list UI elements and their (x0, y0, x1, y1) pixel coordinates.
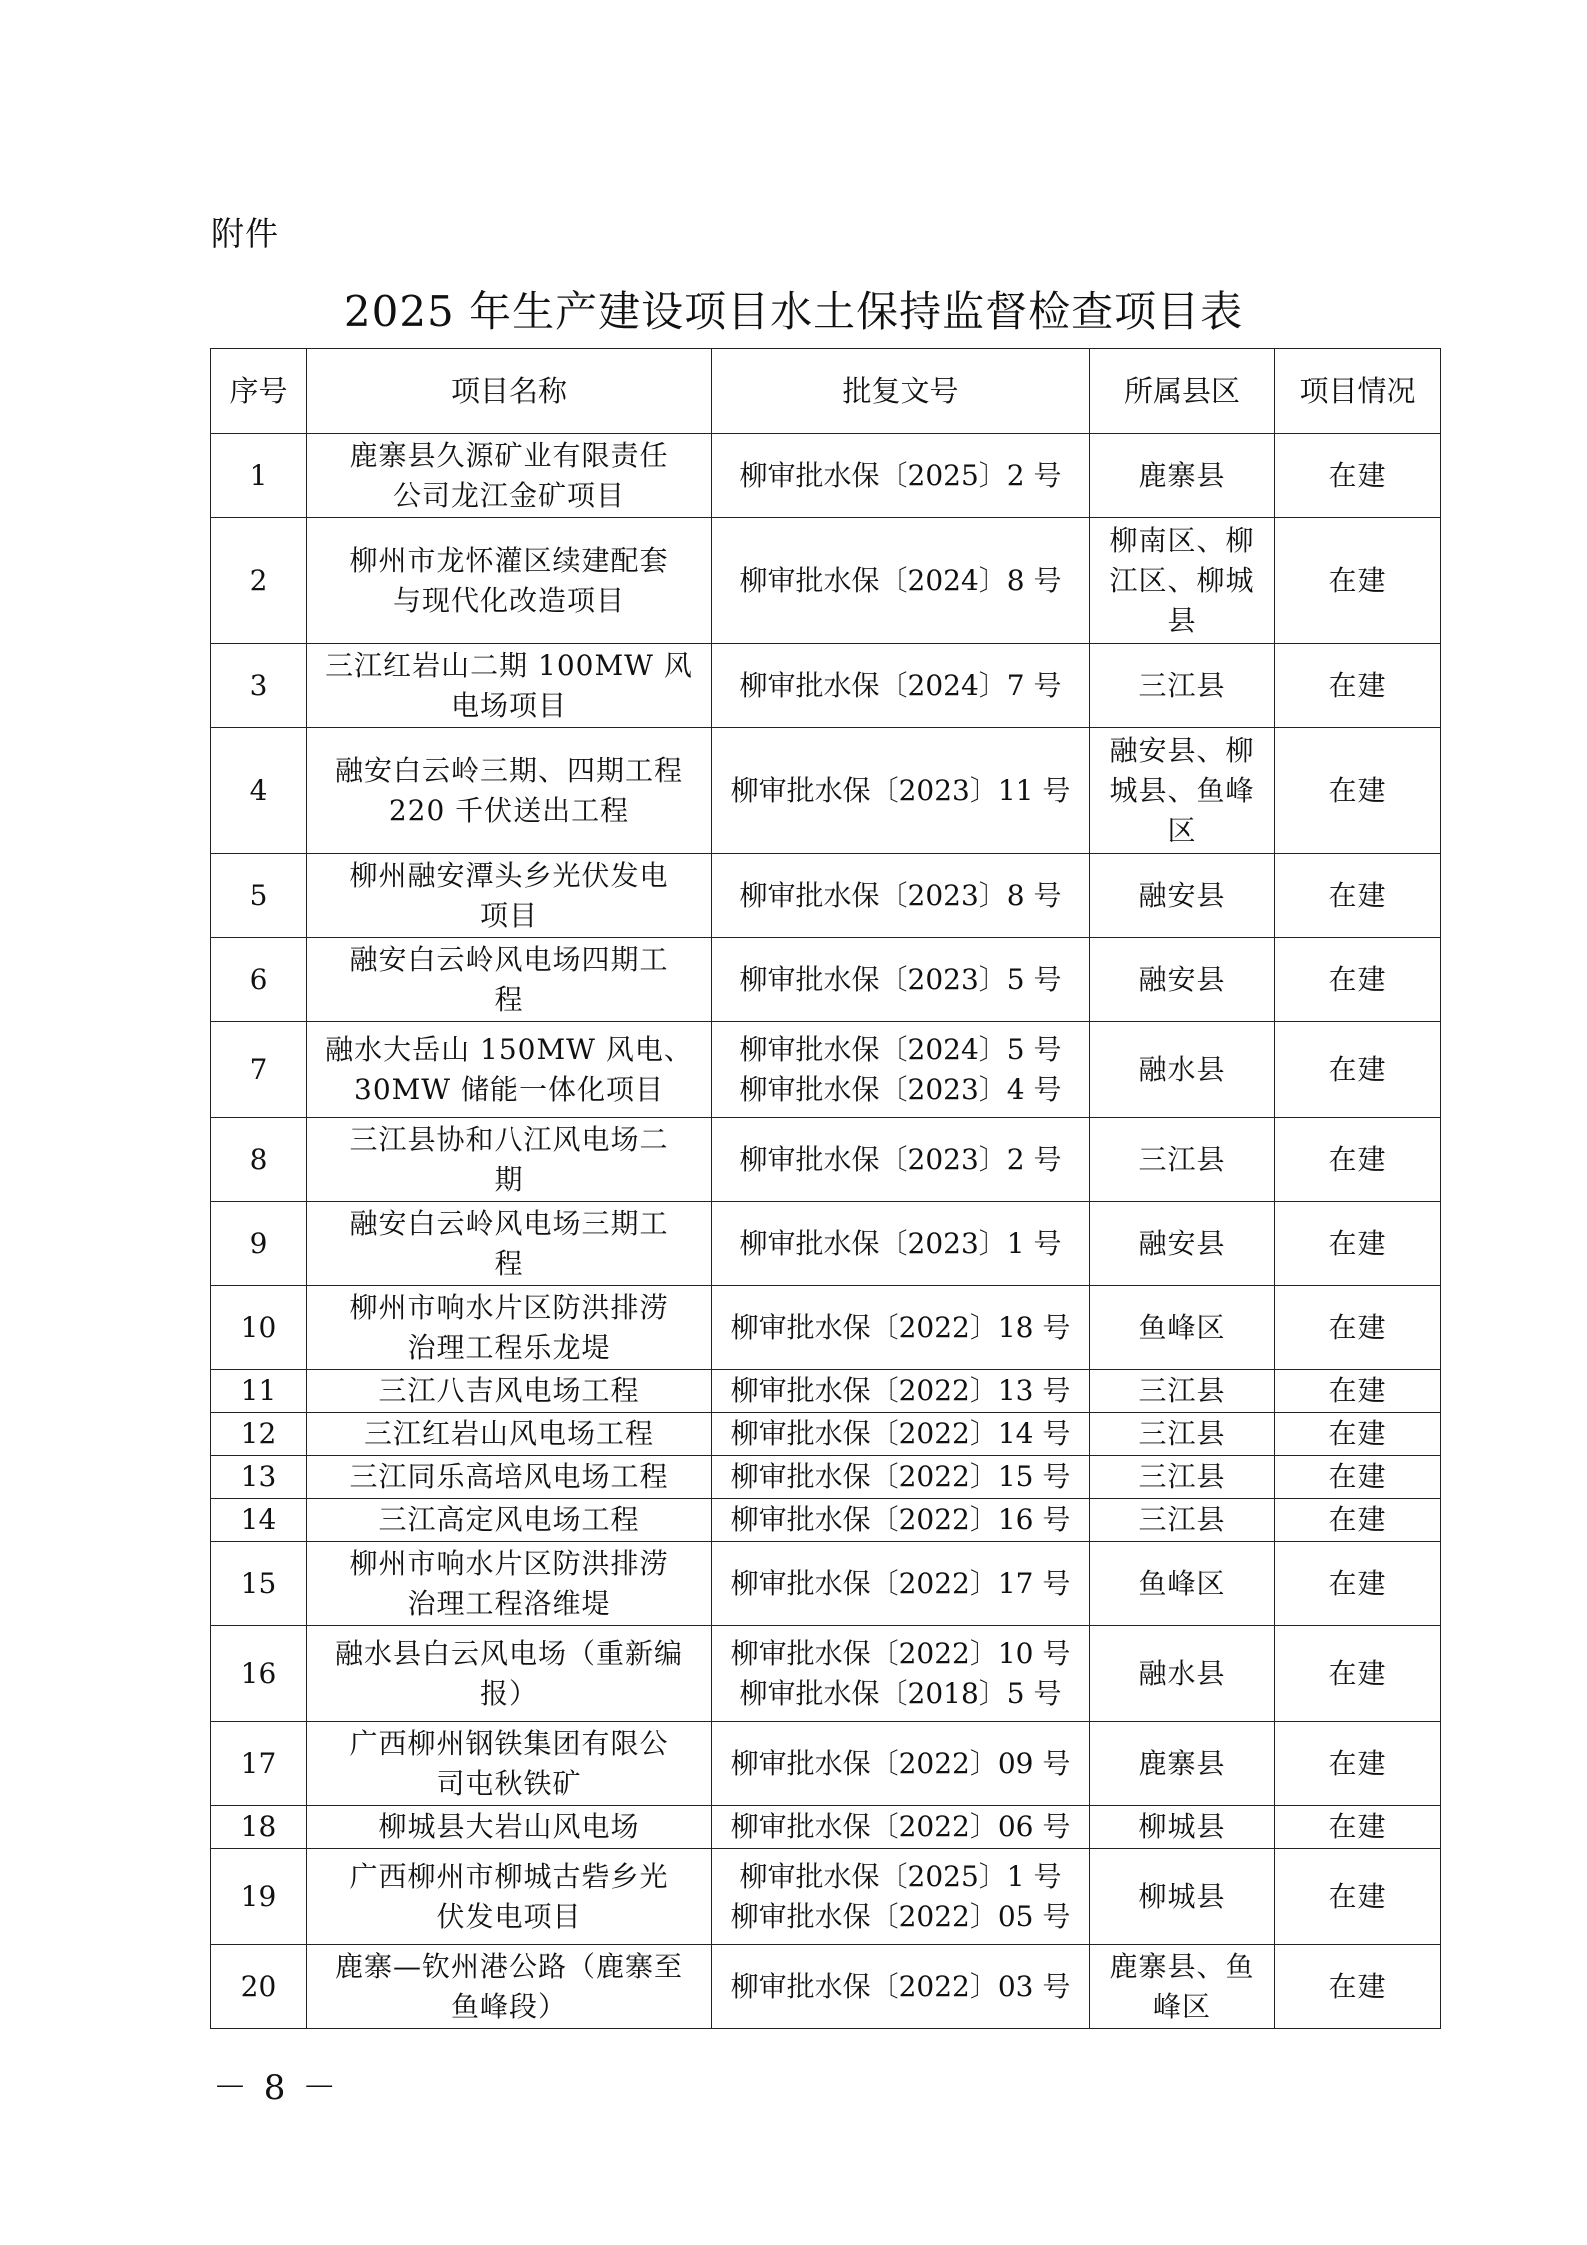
table-row (211, 854, 1441, 938)
county-cell: 鱼峰区 (1090, 1542, 1275, 1626)
status-cell: 在建 (1275, 1945, 1441, 2029)
approval-number-cell: 柳审批水保〔2022〕03 号 (712, 1945, 1090, 2029)
status-cell: 在建 (1275, 1286, 1441, 1370)
table-row (211, 1722, 1441, 1806)
row-number-cell: 1 (211, 434, 307, 518)
approval-number-cell: 柳审批水保〔2022〕10 号 柳审批水保〔2018〕5 号 (712, 1626, 1090, 1722)
status-cell: 在建 (1275, 938, 1441, 1022)
table-row (211, 938, 1441, 1022)
county-cell: 三江县 (1090, 1499, 1275, 1542)
table-row (211, 728, 1441, 854)
status-cell: 在建 (1275, 1022, 1441, 1118)
approval-number-cell: 柳审批水保〔2023〕11 号 (712, 728, 1090, 854)
county-cell: 柳南区、柳 江区、柳城 县 (1090, 518, 1275, 644)
project-table (210, 348, 1441, 2029)
row-number-cell: 7 (211, 1022, 307, 1118)
table-row (211, 434, 1441, 518)
header-county: 所属县区 (1090, 349, 1275, 434)
row-number-cell: 20 (211, 1945, 307, 2029)
row-number-cell: 15 (211, 1542, 307, 1626)
approval-number-cell: 柳审批水保〔2025〕1 号 柳审批水保〔2022〕05 号 (712, 1849, 1090, 1945)
approval-number-cell: 柳审批水保〔2022〕09 号 (712, 1722, 1090, 1806)
project-name-cell: 三江红岩山风电场工程 (307, 1413, 712, 1456)
county-cell: 柳城县 (1090, 1806, 1275, 1849)
project-name-cell: 三江同乐高培风电场工程 (307, 1456, 712, 1499)
project-name-cell: 柳城县大岩山风电场 (307, 1806, 712, 1849)
project-name-cell: 柳州融安潭头乡光伏发电 项目 (307, 854, 712, 938)
header-status: 项目情况 (1275, 349, 1441, 434)
row-number-cell: 5 (211, 854, 307, 938)
county-cell: 柳城县 (1090, 1849, 1275, 1945)
row-number-cell: 9 (211, 1202, 307, 1286)
table-row (211, 644, 1441, 728)
row-number-cell: 11 (211, 1370, 307, 1413)
row-number-cell: 16 (211, 1626, 307, 1722)
status-cell: 在建 (1275, 728, 1441, 854)
status-cell: 在建 (1275, 644, 1441, 728)
row-number-cell: 12 (211, 1413, 307, 1456)
status-cell: 在建 (1275, 1626, 1441, 1722)
status-cell: 在建 (1275, 1499, 1441, 1542)
status-cell: 在建 (1275, 1806, 1441, 1849)
county-cell: 融安县、柳 城县、鱼峰 区 (1090, 728, 1275, 854)
county-cell: 三江县 (1090, 1413, 1275, 1456)
county-cell: 鹿寨县 (1090, 434, 1275, 518)
status-cell: 在建 (1275, 854, 1441, 938)
row-number-cell: 17 (211, 1722, 307, 1806)
approval-number-cell: 柳审批水保〔2024〕7 号 (712, 644, 1090, 728)
row-number-cell: 18 (211, 1806, 307, 1849)
row-number-cell: 6 (211, 938, 307, 1022)
document-title: 2025 年生产建设项目水土保持监督检查项目表 (343, 287, 1244, 336)
county-cell: 三江县 (1090, 1456, 1275, 1499)
table-row (211, 1456, 1441, 1499)
project-name-cell: 融安白云岭风电场三期工 程 (307, 1202, 712, 1286)
project-name-cell: 鹿寨—钦州港公路（鹿寨至 鱼峰段） (307, 1945, 712, 2029)
row-number-cell: 19 (211, 1849, 307, 1945)
project-name-cell: 柳州市响水片区防洪排涝 治理工程洛维堤 (307, 1542, 712, 1626)
status-cell: 在建 (1275, 1413, 1441, 1456)
attachment-label: 附件 (211, 214, 279, 253)
approval-number-cell: 柳审批水保〔2022〕17 号 (712, 1542, 1090, 1626)
table-row (211, 1413, 1441, 1456)
status-cell: 在建 (1275, 1118, 1441, 1202)
table-header-row (211, 349, 1441, 434)
header-approval-number: 批复文号 (712, 349, 1090, 434)
approval-number-cell: 柳审批水保〔2022〕15 号 (712, 1456, 1090, 1499)
table-row (211, 1022, 1441, 1118)
status-cell: 在建 (1275, 1202, 1441, 1286)
table-row (211, 1806, 1441, 1849)
table-row (211, 1286, 1441, 1370)
approval-number-cell: 柳审批水保〔2022〕13 号 (712, 1370, 1090, 1413)
status-cell: 在建 (1275, 1849, 1441, 1945)
status-cell: 在建 (1275, 1542, 1441, 1626)
approval-number-cell: 柳审批水保〔2023〕5 号 (712, 938, 1090, 1022)
project-name-cell: 柳州市龙怀灌区续建配套 与现代化改造项目 (307, 518, 712, 644)
project-name-cell: 融安白云岭风电场四期工 程 (307, 938, 712, 1022)
county-cell: 鹿寨县、鱼 峰区 (1090, 1945, 1275, 2029)
county-cell: 融安县 (1090, 938, 1275, 1022)
county-cell: 融安县 (1090, 1202, 1275, 1286)
status-cell: 在建 (1275, 1370, 1441, 1413)
approval-number-cell: 柳审批水保〔2025〕2 号 (712, 434, 1090, 518)
header-project-name: 项目名称 (307, 349, 712, 434)
table-row (211, 1202, 1441, 1286)
table-row (211, 1118, 1441, 1202)
approval-number-cell: 柳审批水保〔2022〕06 号 (712, 1806, 1090, 1849)
table-row (211, 1626, 1441, 1722)
county-cell: 三江县 (1090, 644, 1275, 728)
project-name-cell: 广西柳州钢铁集团有限公 司屯秋铁矿 (307, 1722, 712, 1806)
county-cell: 鱼峰区 (1090, 1286, 1275, 1370)
page-number: － 8 － (213, 2068, 340, 2108)
table-row (211, 1945, 1441, 2029)
table-row (211, 1542, 1441, 1626)
project-name-cell: 柳州市响水片区防洪排涝 治理工程乐龙堤 (307, 1286, 712, 1370)
project-name-cell: 鹿寨县久源矿业有限责任 公司龙江金矿项目 (307, 434, 712, 518)
table-row (211, 518, 1441, 644)
approval-number-cell: 柳审批水保〔2022〕16 号 (712, 1499, 1090, 1542)
project-name-cell: 融安白云岭三期、四期工程 220 千伏送出工程 (307, 728, 712, 854)
approval-number-cell: 柳审批水保〔2024〕8 号 (712, 518, 1090, 644)
row-number-cell: 2 (211, 518, 307, 644)
row-number-cell: 3 (211, 644, 307, 728)
project-name-cell: 三江县协和八江风电场二 期 (307, 1118, 712, 1202)
status-cell: 在建 (1275, 518, 1441, 644)
approval-number-cell: 柳审批水保〔2023〕8 号 (712, 854, 1090, 938)
row-number-cell: 4 (211, 728, 307, 854)
row-number-cell: 8 (211, 1118, 307, 1202)
project-name-cell: 三江高定风电场工程 (307, 1499, 712, 1542)
county-cell: 三江县 (1090, 1370, 1275, 1413)
project-name-cell: 三江八吉风电场工程 (307, 1370, 712, 1413)
row-number-cell: 14 (211, 1499, 307, 1542)
county-cell: 融水县 (1090, 1022, 1275, 1118)
row-number-cell: 10 (211, 1286, 307, 1370)
approval-number-cell: 柳审批水保〔2023〕2 号 (712, 1118, 1090, 1202)
status-cell: 在建 (1275, 434, 1441, 518)
header-no: 序号 (211, 349, 307, 434)
approval-number-cell: 柳审批水保〔2022〕18 号 (712, 1286, 1090, 1370)
row-number-cell: 13 (211, 1456, 307, 1499)
status-cell: 在建 (1275, 1456, 1441, 1499)
project-name-cell: 三江红岩山二期 100MW 风 电场项目 (307, 644, 712, 728)
county-cell: 三江县 (1090, 1118, 1275, 1202)
status-cell: 在建 (1275, 1722, 1441, 1806)
approval-number-cell: 柳审批水保〔2024〕5 号 柳审批水保〔2023〕4 号 (712, 1022, 1090, 1118)
table-row (211, 1370, 1441, 1413)
project-name-cell: 广西柳州市柳城古砦乡光 伏发电项目 (307, 1849, 712, 1945)
county-cell: 融安县 (1090, 854, 1275, 938)
approval-number-cell: 柳审批水保〔2022〕14 号 (712, 1413, 1090, 1456)
table-body (211, 434, 1441, 2029)
approval-number-cell: 柳审批水保〔2023〕1 号 (712, 1202, 1090, 1286)
county-cell: 融水县 (1090, 1626, 1275, 1722)
table-row (211, 1849, 1441, 1945)
project-name-cell: 融水县白云风电场（重新编 报） (307, 1626, 712, 1722)
table-row (211, 1499, 1441, 1542)
county-cell: 鹿寨县 (1090, 1722, 1275, 1806)
project-name-cell: 融水大岳山 150MW 风电、 30MW 储能一体化项目 (307, 1022, 712, 1118)
